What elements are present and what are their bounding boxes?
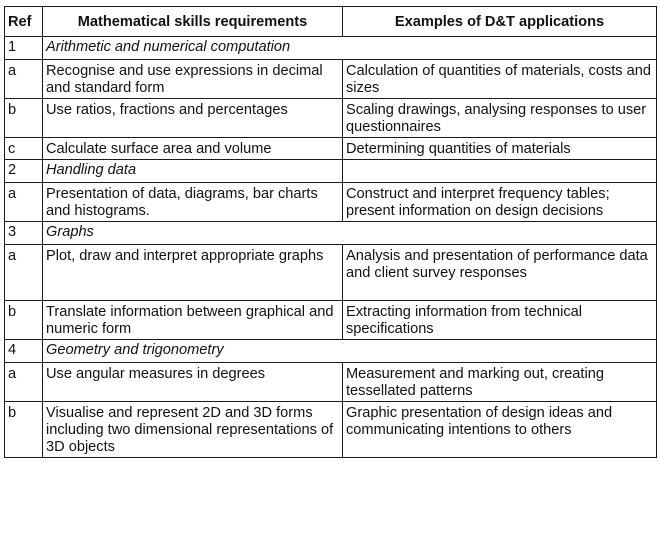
section-ref: 2	[5, 160, 43, 183]
skills-table	[4, 6, 657, 458]
section-title: Handling data	[43, 160, 343, 183]
item-application: Construct and interpret frequency tables; present information on design decisions	[343, 183, 657, 222]
header-row	[5, 7, 657, 37]
item-requirement: Use angular measures in degrees	[43, 363, 343, 402]
item-application: Graphic presentation of design ideas and communicating intentions to others	[343, 402, 657, 458]
item-application: Calculation of quantities of materials, costs and sizes	[343, 60, 657, 99]
section-title: Geometry and trigonometry	[43, 340, 657, 363]
table-row	[5, 60, 657, 99]
section-ref: 3	[5, 222, 43, 245]
section-ref: 4	[5, 340, 43, 363]
section-empty-cell	[343, 160, 657, 183]
section-ref: 1	[5, 37, 43, 60]
section-row-4	[5, 340, 657, 363]
item-requirement: Visualise and represent 2D and 3D forms including two dimensional representations of 3D objects	[43, 402, 343, 458]
item-requirement: Recognise and use expressions in decimal and standard form	[43, 60, 343, 99]
item-application: Scaling drawings, analysing responses to user questionnaires	[343, 99, 657, 138]
item-ref: a	[5, 183, 43, 222]
item-ref: b	[5, 99, 43, 138]
table-row	[5, 245, 657, 301]
item-application: Analysis and presentation of performance data and client survey responses	[343, 245, 657, 301]
header-application: Examples of D&T applications	[343, 7, 657, 37]
section-row-3	[5, 222, 657, 245]
item-requirement: Plot, draw and interpret appropriate graphs	[43, 245, 343, 301]
header-ref: Ref	[5, 7, 43, 37]
table-row	[5, 301, 657, 340]
table-row	[5, 138, 657, 160]
section-row-1	[5, 37, 657, 60]
section-title: Arithmetic and numerical computation	[43, 37, 657, 60]
item-ref: a	[5, 363, 43, 402]
item-ref: b	[5, 301, 43, 340]
item-ref: a	[5, 245, 43, 301]
item-requirement: Calculate surface area and volume	[43, 138, 343, 160]
item-requirement: Use ratios, fractions and percentages	[43, 99, 343, 138]
header-requirement: Mathematical skills requirements	[43, 7, 343, 37]
item-ref: b	[5, 402, 43, 458]
section-title: Graphs	[43, 222, 657, 245]
section-row-2	[5, 160, 657, 183]
item-ref: c	[5, 138, 43, 160]
item-application: Extracting information from technical specifications	[343, 301, 657, 340]
item-requirement: Presentation of data, diagrams, bar charts and histograms.	[43, 183, 343, 222]
table-row	[5, 99, 657, 138]
item-application: Determining quantities of materials	[343, 138, 657, 160]
item-application: Measurement and marking out, creating tessellated patterns	[343, 363, 657, 402]
item-requirement: Translate information between graphical and numeric form	[43, 301, 343, 340]
item-ref: a	[5, 60, 43, 99]
table-row	[5, 363, 657, 402]
table-row	[5, 183, 657, 222]
table-row	[5, 402, 657, 458]
